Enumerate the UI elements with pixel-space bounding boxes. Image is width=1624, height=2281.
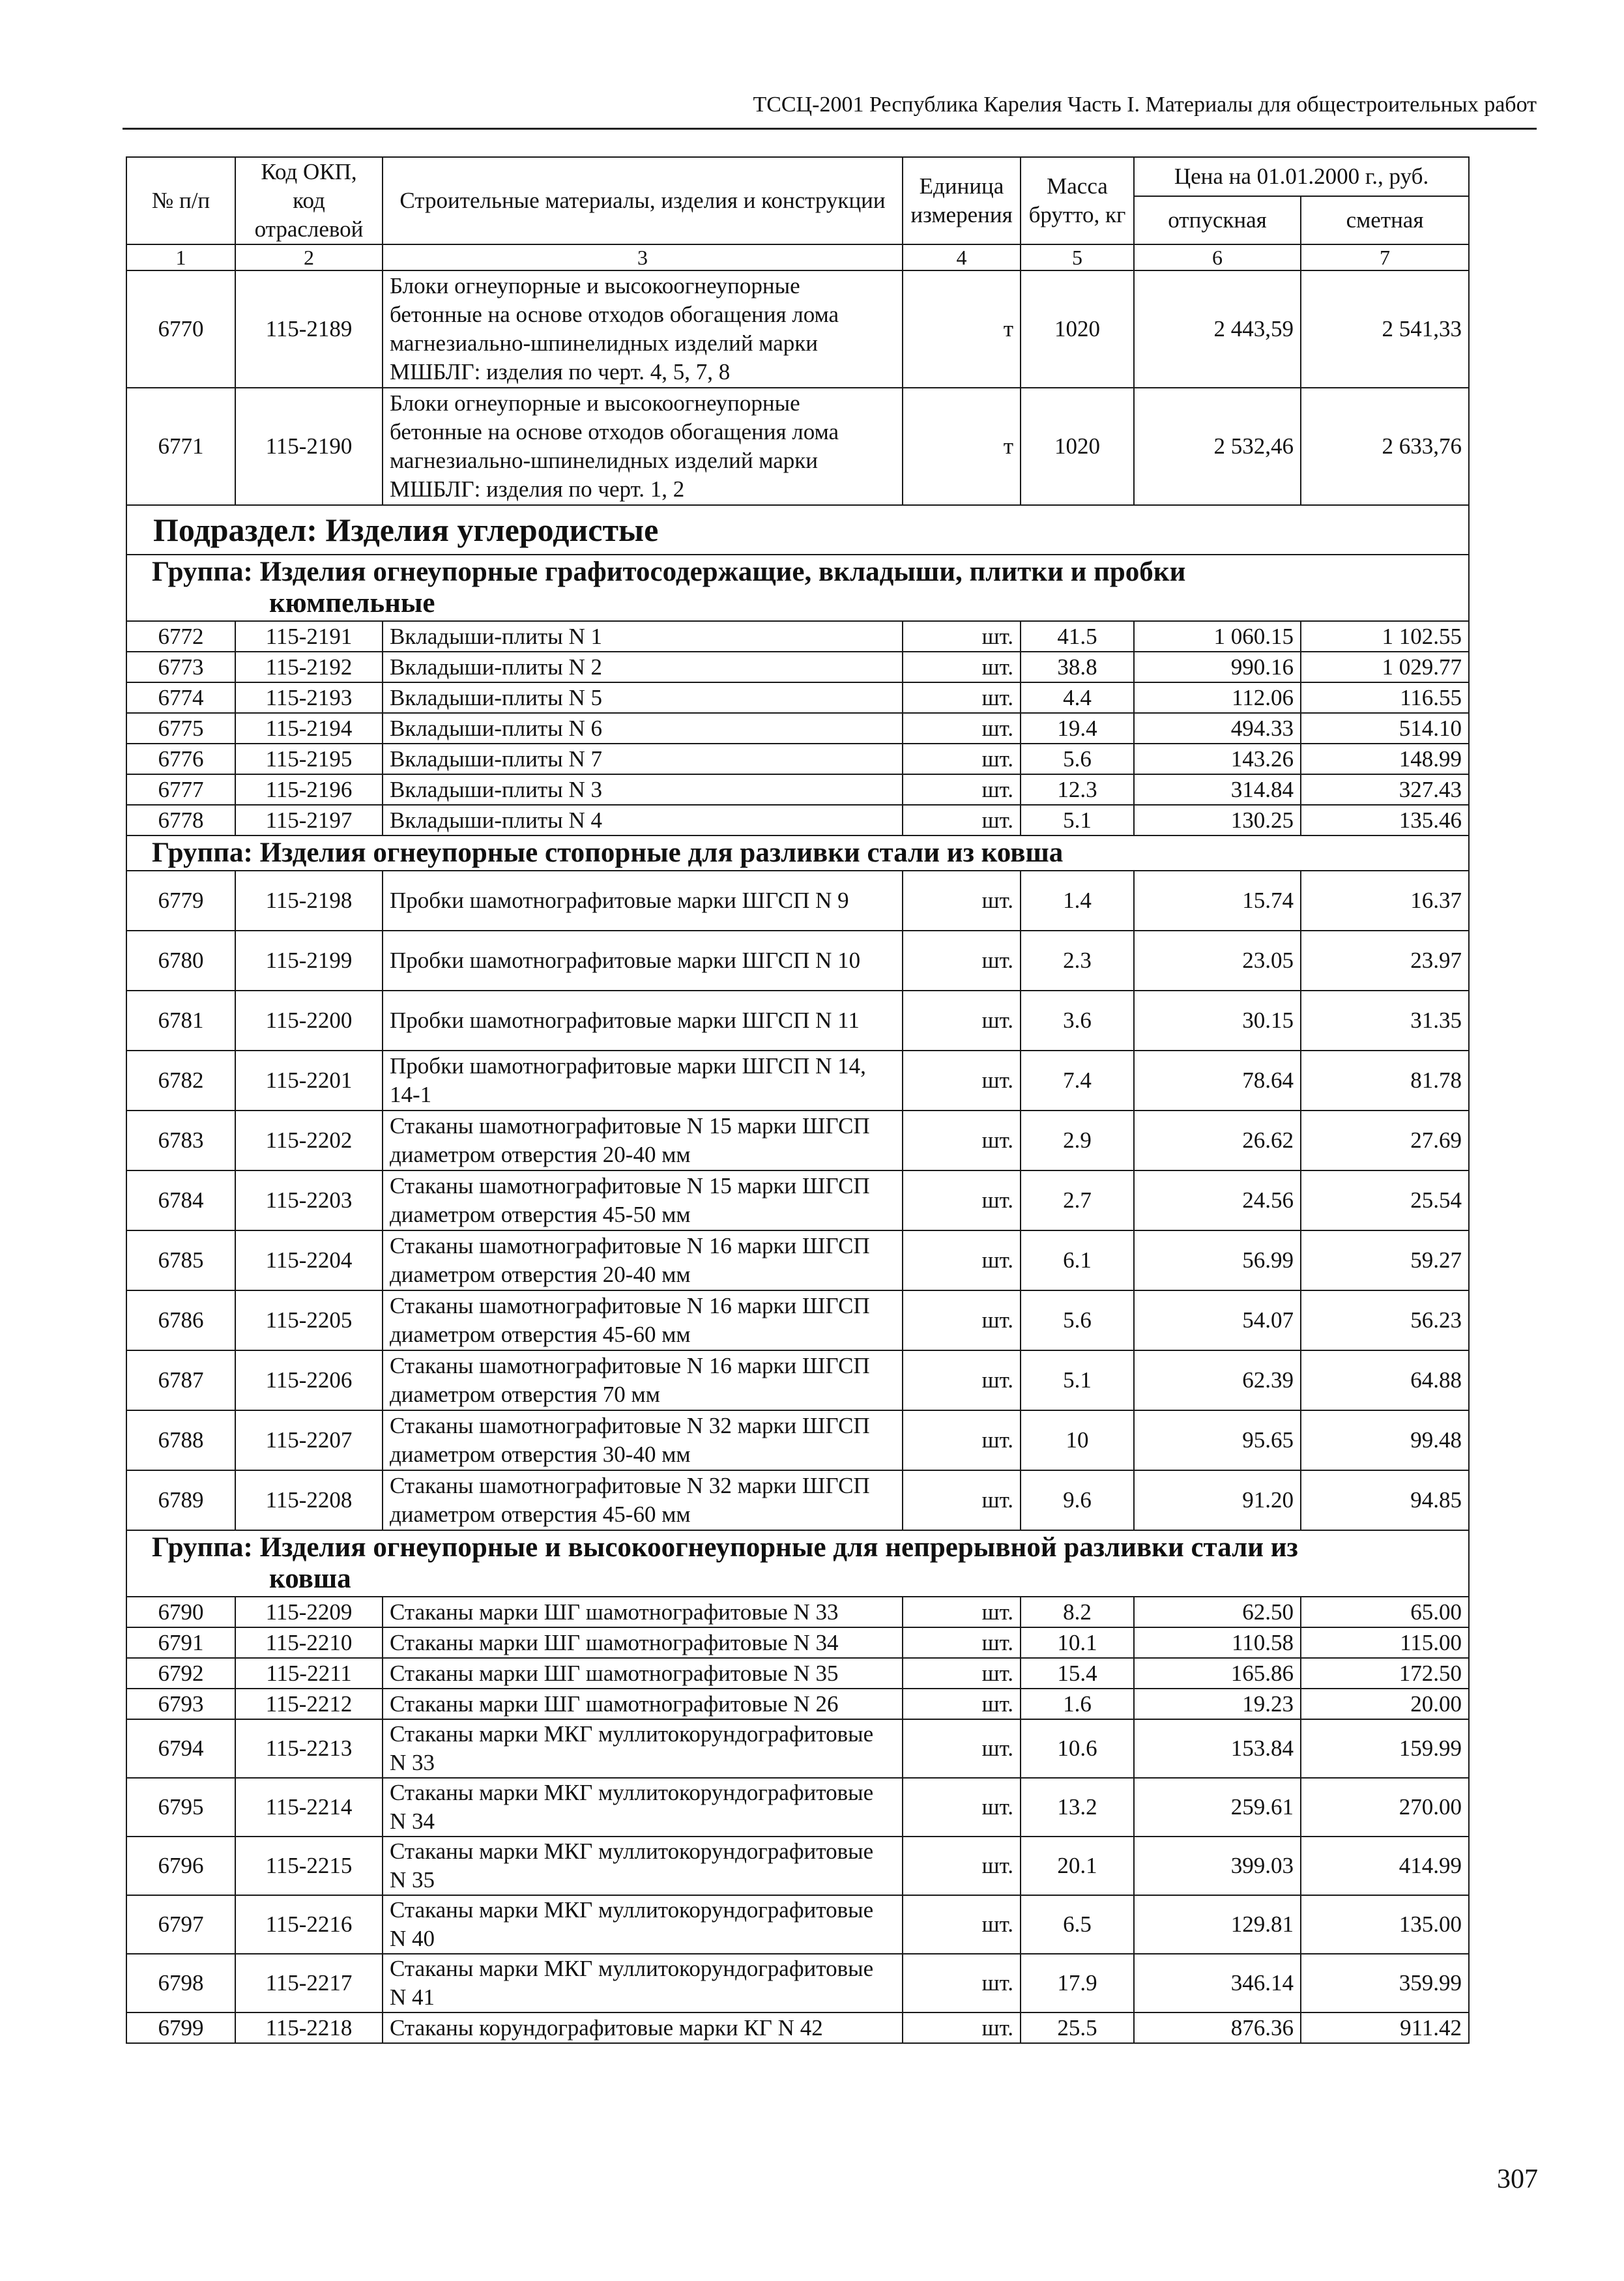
cell-mass: 17.9 — [1021, 1954, 1134, 2012]
cell-price-release: 26.62 — [1134, 1111, 1301, 1170]
cell-num: 6771 — [126, 388, 235, 505]
table-row — [126, 270, 1469, 388]
cell-unit: шт. — [903, 1170, 1021, 1230]
table-row — [126, 1597, 1469, 1627]
subsection-block — [126, 505, 1469, 621]
table-row — [126, 713, 1469, 744]
cell-mass: 5.1 — [1021, 1350, 1134, 1410]
cell-price-estimate: 148.99 — [1301, 744, 1469, 774]
table-row — [126, 1837, 1469, 1895]
cell-code: 115-2198 — [235, 871, 383, 931]
cell-mass: 19.4 — [1021, 713, 1134, 744]
cell-code: 115-2197 — [235, 805, 383, 835]
cell-code: 115-2206 — [235, 1350, 383, 1410]
cell-code: 115-2212 — [235, 1689, 383, 1719]
cell-price-estimate: 20.00 — [1301, 1689, 1469, 1719]
rows-group-3-single — [126, 1597, 1469, 1719]
cell-code: 115-2215 — [235, 1837, 383, 1895]
cell-price-release: 165.86 — [1134, 1658, 1301, 1689]
cell-price-release: 95.65 — [1134, 1410, 1301, 1470]
cell-name: Стаканы марки МКГ муллитокорундографитовые N 41 — [383, 1954, 903, 2012]
cell-price-release: 62.39 — [1134, 1350, 1301, 1410]
cell-name: Пробки шамотнографитовые марки ШГСП N 14, 14-1 — [383, 1051, 903, 1111]
cell-num: 6787 — [126, 1350, 235, 1410]
cell-name: Пробки шамотнографитовые марки ШГСП N 11 — [383, 991, 903, 1051]
cell-unit: шт. — [903, 1895, 1021, 1954]
col-header-price-group: Цена на 01.01.2000 г., руб. — [1134, 157, 1469, 196]
cell-name: Вкладыши-плиты N 6 — [383, 713, 903, 744]
cell-num: 6783 — [126, 1111, 235, 1170]
col-header-unit: Единица измерения — [903, 157, 1021, 244]
cell-num: 6782 — [126, 1051, 235, 1111]
cell-name: Стаканы шамотнографитовые N 16 марки ШГСП диаметром отверстия 20-40 мм — [383, 1230, 903, 1290]
cell-mass: 5.6 — [1021, 744, 1134, 774]
cell-code: 115-2202 — [235, 1111, 383, 1170]
cell-code: 115-2217 — [235, 1954, 383, 2012]
cell-unit: шт. — [903, 1290, 1021, 1350]
cell-name: Стаканы шамотнографитовые N 15 марки ШГСП диаметром отверстия 20-40 мм — [383, 1111, 903, 1170]
cell-price-estimate: 359.99 — [1301, 1954, 1469, 2012]
cell-price-release: 24.56 — [1134, 1170, 1301, 1230]
cell-mass: 12.3 — [1021, 774, 1134, 805]
table-row — [126, 1111, 1469, 1170]
group-title — [126, 555, 1469, 621]
column-number: 6 — [1134, 244, 1301, 270]
table-row — [126, 388, 1469, 505]
cell-num: 6778 — [126, 805, 235, 835]
cell-code: 115-2189 — [235, 270, 383, 388]
col-header-price-estimate: сметная — [1301, 196, 1469, 244]
cell-unit: шт. — [903, 1051, 1021, 1111]
cell-name: Вкладыши-плиты N 3 — [383, 774, 903, 805]
table-row — [126, 1895, 1469, 1954]
cell-num: 6791 — [126, 1627, 235, 1658]
table-row — [126, 1230, 1469, 1290]
column-number: 4 — [903, 244, 1021, 270]
cell-price-release: 259.61 — [1134, 1778, 1301, 1837]
cell-unit: шт. — [903, 774, 1021, 805]
cell-price-release: 153.84 — [1134, 1719, 1301, 1778]
cell-unit: шт. — [903, 931, 1021, 991]
cell-unit: шт. — [903, 1230, 1021, 1290]
cell-name: Блоки огнеупорные и высокоогнеупорные бетонные на основе отходов обогащения лома магнезиально-шпинелидных изделий марки МШБЛГ: изделия по черт. 4, 5, 7, 8 — [383, 270, 903, 388]
cell-mass: 41.5 — [1021, 621, 1134, 652]
table-row — [126, 621, 1469, 652]
table-row — [126, 682, 1469, 713]
cell-num: 6770 — [126, 270, 235, 388]
column-number: 3 — [383, 244, 903, 270]
col-header-name: Строительные материалы, изделия и конструкции — [383, 157, 903, 244]
cell-mass: 10 — [1021, 1410, 1134, 1470]
cell-num: 6794 — [126, 1719, 235, 1778]
price-table — [126, 156, 1470, 2044]
cell-price-estimate: 159.99 — [1301, 1719, 1469, 1778]
table-row — [126, 871, 1469, 931]
cell-name: Стаканы шамотнографитовые N 16 марки ШГСП диаметром отверстия 45-60 мм — [383, 1290, 903, 1350]
cell-mass: 5.6 — [1021, 1290, 1134, 1350]
table-row — [126, 1470, 1469, 1530]
cell-price-release: 19.23 — [1134, 1689, 1301, 1719]
cell-price-estimate: 16.37 — [1301, 871, 1469, 931]
cell-price-estimate: 270.00 — [1301, 1778, 1469, 1837]
cell-code: 115-2204 — [235, 1230, 383, 1290]
header-rule — [123, 128, 1537, 130]
cell-price-estimate: 514.10 — [1301, 713, 1469, 744]
cell-mass: 3.6 — [1021, 991, 1134, 1051]
cell-price-estimate: 31.35 — [1301, 991, 1469, 1051]
cell-name: Стаканы шамотнографитовые N 32 марки ШГСП диаметром отверстия 30-40 мм — [383, 1410, 903, 1470]
cell-price-estimate: 135.00 — [1301, 1895, 1469, 1954]
column-number-row — [126, 244, 1469, 270]
cell-price-release: 54.07 — [1134, 1290, 1301, 1350]
group-title: Группа: Изделия огнеупорные стопорные для разливки стали из ковша — [126, 835, 1469, 871]
cell-mass: 6.1 — [1021, 1230, 1134, 1290]
cell-name: Стаканы марки ШГ шамотнографитовые N 26 — [383, 1689, 903, 1719]
cell-mass: 1.4 — [1021, 871, 1134, 931]
subsection-title: Подраздел: Изделия углеродистые — [126, 505, 1469, 555]
cell-num: 6798 — [126, 1954, 235, 2012]
group-row — [126, 1530, 1469, 1597]
cell-num: 6792 — [126, 1658, 235, 1689]
cell-price-release: 56.99 — [1134, 1230, 1301, 1290]
cell-price-release: 990.16 — [1134, 652, 1301, 682]
cell-price-release: 876.36 — [1134, 2012, 1301, 2043]
cell-unit: шт. — [903, 1350, 1021, 1410]
group-2-header — [126, 835, 1469, 871]
table-row — [126, 1290, 1469, 1350]
cell-price-estimate: 1 029.77 — [1301, 652, 1469, 682]
group-title — [126, 1530, 1469, 1597]
cell-code: 115-2191 — [235, 621, 383, 652]
cell-num: 6781 — [126, 991, 235, 1051]
cell-price-estimate: 94.85 — [1301, 1470, 1469, 1530]
cell-num: 6793 — [126, 1689, 235, 1719]
cell-code: 115-2190 — [235, 388, 383, 505]
group-title-line: Группа: Изделия огнеупорные графитосодержащие, вкладыши, плитки и пробки — [152, 557, 1186, 587]
table-row — [126, 805, 1469, 835]
cell-num: 6797 — [126, 1895, 235, 1954]
rows-group-1 — [126, 621, 1469, 835]
table-row — [126, 652, 1469, 682]
cell-name: Вкладыши-плиты N 7 — [383, 744, 903, 774]
cell-price-estimate: 56.23 — [1301, 1290, 1469, 1350]
column-number: 2 — [235, 244, 383, 270]
cell-name: Стаканы шамотнографитовые N 15 марки ШГСП диаметром отверстия 45-50 мм — [383, 1170, 903, 1230]
cell-mass: 2.7 — [1021, 1170, 1134, 1230]
cell-unit: шт. — [903, 1627, 1021, 1658]
page-number: 307 — [1497, 2164, 1538, 2194]
table-row — [126, 931, 1469, 991]
cell-code: 115-2209 — [235, 1597, 383, 1627]
cell-price-release: 143.26 — [1134, 744, 1301, 774]
cell-price-release: 399.03 — [1134, 1837, 1301, 1895]
cell-price-estimate: 59.27 — [1301, 1230, 1469, 1290]
cell-mass: 7.4 — [1021, 1051, 1134, 1111]
cell-num: 6777 — [126, 774, 235, 805]
cell-name: Блоки огнеупорные и высокоогнеупорные бетонные на основе отходов обогащения лома магнезиально-шпинелидных изделий марки МШБЛГ: изделия по черт. 1, 2 — [383, 388, 903, 505]
cell-name: Пробки шамотнографитовые марки ШГСП N 10 — [383, 931, 903, 991]
cell-price-release: 110.58 — [1134, 1627, 1301, 1658]
cell-num: 6786 — [126, 1290, 235, 1350]
cell-num: 6788 — [126, 1410, 235, 1470]
cell-code: 115-2214 — [235, 1778, 383, 1837]
table-row — [126, 1689, 1469, 1719]
cell-mass: 20.1 — [1021, 1837, 1134, 1895]
cell-mass: 2.9 — [1021, 1111, 1134, 1170]
cell-name: Пробки шамотнографитовые марки ШГСП N 9 — [383, 871, 903, 931]
cell-price-estimate: 2 633,76 — [1301, 388, 1469, 505]
group-row — [126, 555, 1469, 621]
cell-code: 115-2196 — [235, 774, 383, 805]
cell-code: 115-2199 — [235, 931, 383, 991]
cell-price-estimate: 116.55 — [1301, 682, 1469, 713]
table-row — [126, 1410, 1469, 1470]
table-row — [126, 1627, 1469, 1658]
table-row — [126, 1051, 1469, 1111]
table-row — [126, 1778, 1469, 1837]
cell-price-release: 62.50 — [1134, 1597, 1301, 1627]
cell-num: 6774 — [126, 682, 235, 713]
cell-unit: шт. — [903, 2012, 1021, 2043]
subsection-row — [126, 505, 1469, 555]
cell-price-release: 2 443,59 — [1134, 270, 1301, 388]
cell-num: 6779 — [126, 871, 235, 931]
cell-unit: шт. — [903, 1658, 1021, 1689]
cell-num: 6772 — [126, 621, 235, 652]
cell-unit: шт. — [903, 871, 1021, 931]
cell-unit: шт. — [903, 682, 1021, 713]
cell-price-estimate: 65.00 — [1301, 1597, 1469, 1627]
table-row — [126, 2012, 1469, 2043]
cell-price-estimate: 64.88 — [1301, 1350, 1469, 1410]
rows-top — [126, 270, 1469, 505]
cell-unit: шт. — [903, 1689, 1021, 1719]
cell-code: 115-2216 — [235, 1895, 383, 1954]
cell-name: Вкладыши-плиты N 5 — [383, 682, 903, 713]
cell-mass: 6.5 — [1021, 1895, 1134, 1954]
cell-mass: 9.6 — [1021, 1470, 1134, 1530]
cell-price-estimate: 81.78 — [1301, 1051, 1469, 1111]
cell-mass: 10.6 — [1021, 1719, 1134, 1778]
cell-name: Стаканы марки МКГ муллитокорундографитовые N 40 — [383, 1895, 903, 1954]
rows-group-3-double — [126, 1719, 1469, 2012]
cell-mass: 8.2 — [1021, 1597, 1134, 1627]
cell-name: Стаканы марки МКГ муллитокорундографитовые N 35 — [383, 1837, 903, 1895]
cell-unit: шт. — [903, 991, 1021, 1051]
group-title-continuation: кюмпельные — [269, 588, 435, 618]
cell-name: Стаканы шамотнографитовые N 16 марки ШГСП диаметром отверстия 70 мм — [383, 1350, 903, 1410]
cell-price-release: 15.74 — [1134, 871, 1301, 931]
cell-unit: шт. — [903, 652, 1021, 682]
cell-mass: 10.1 — [1021, 1627, 1134, 1658]
cell-price-estimate: 327.43 — [1301, 774, 1469, 805]
cell-name: Стаканы марки ШГ шамотнографитовые N 35 — [383, 1658, 903, 1689]
cell-num: 6775 — [126, 713, 235, 744]
cell-name: Вкладыши-плиты N 2 — [383, 652, 903, 682]
cell-price-estimate: 2 541,33 — [1301, 270, 1469, 388]
cell-num: 6773 — [126, 652, 235, 682]
group-row — [126, 835, 1469, 871]
group-title-line: Группа: Изделия огнеупорные и высокоогнеупорные для непрерывной разливки стали из — [152, 1532, 1298, 1563]
cell-price-release: 346.14 — [1134, 1954, 1301, 2012]
group-3-header — [126, 1530, 1469, 1597]
cell-unit: шт. — [903, 1837, 1021, 1895]
rows-group-3-last — [126, 2012, 1469, 2043]
cell-mass: 1.6 — [1021, 1689, 1134, 1719]
table-row — [126, 1658, 1469, 1689]
cell-price-estimate: 23.97 — [1301, 931, 1469, 991]
table-row — [126, 744, 1469, 774]
col-header-price-release: отпускная — [1134, 196, 1301, 244]
cell-unit: шт. — [903, 805, 1021, 835]
col-header-num: № п/п — [126, 157, 235, 244]
cell-mass: 13.2 — [1021, 1778, 1134, 1837]
cell-mass: 38.8 — [1021, 652, 1134, 682]
column-number: 7 — [1301, 244, 1469, 270]
cell-unit: шт. — [903, 1410, 1021, 1470]
cell-price-release: 30.15 — [1134, 991, 1301, 1051]
cell-price-release: 314.84 — [1134, 774, 1301, 805]
cell-unit: шт. — [903, 1470, 1021, 1530]
rows-group-2 — [126, 871, 1469, 1530]
cell-num: 6795 — [126, 1778, 235, 1837]
cell-unit: шт. — [903, 1778, 1021, 1837]
col-header-code: Код ОКП, код отраслевой — [235, 157, 383, 244]
cell-num: 6776 — [126, 744, 235, 774]
column-number: 5 — [1021, 244, 1134, 270]
cell-unit: шт. — [903, 1954, 1021, 2012]
table-row — [126, 1170, 1469, 1230]
cell-name: Стаканы марки МКГ муллитокорундографитовые N 34 — [383, 1778, 903, 1837]
table-row — [126, 774, 1469, 805]
cell-num: 6789 — [126, 1470, 235, 1530]
cell-code: 115-2203 — [235, 1170, 383, 1230]
cell-code: 115-2193 — [235, 682, 383, 713]
cell-code: 115-2200 — [235, 991, 383, 1051]
cell-price-estimate: 135.46 — [1301, 805, 1469, 835]
cell-name: Стаканы марки ШГ шамотнографитовые N 33 — [383, 1597, 903, 1627]
cell-mass: 4.4 — [1021, 682, 1134, 713]
col-header-mass: Масса брутто, кг — [1021, 157, 1134, 244]
cell-price-release: 129.81 — [1134, 1895, 1301, 1954]
cell-price-estimate: 414.99 — [1301, 1837, 1469, 1895]
cell-name: Вкладыши-плиты N 4 — [383, 805, 903, 835]
cell-name: Стаканы марки МКГ муллитокорундографитовые N 33 — [383, 1719, 903, 1778]
cell-price-release: 78.64 — [1134, 1051, 1301, 1111]
cell-price-release: 23.05 — [1134, 931, 1301, 991]
cell-code: 115-2207 — [235, 1410, 383, 1470]
cell-code: 115-2210 — [235, 1627, 383, 1658]
cell-unit: шт. — [903, 744, 1021, 774]
cell-unit: шт. — [903, 1719, 1021, 1778]
cell-mass: 1020 — [1021, 270, 1134, 388]
cell-num: 6790 — [126, 1597, 235, 1627]
cell-unit: шт. — [903, 713, 1021, 744]
cell-mass: 2.3 — [1021, 931, 1134, 991]
cell-num: 6785 — [126, 1230, 235, 1290]
cell-mass: 15.4 — [1021, 1658, 1134, 1689]
cell-price-estimate: 911.42 — [1301, 2012, 1469, 2043]
cell-name: Стаканы корундографитовые марки КГ N 42 — [383, 2012, 903, 2043]
cell-name: Вкладыши-плиты N 1 — [383, 621, 903, 652]
table-row — [126, 991, 1469, 1051]
cell-code: 115-2201 — [235, 1051, 383, 1111]
cell-price-release: 112.06 — [1134, 682, 1301, 713]
cell-mass: 1020 — [1021, 388, 1134, 505]
table-row — [126, 1954, 1469, 2012]
cell-num: 6796 — [126, 1837, 235, 1895]
header-row-1 — [126, 157, 1469, 196]
cell-num: 6799 — [126, 2012, 235, 2043]
cell-unit: шт. — [903, 1111, 1021, 1170]
cell-price-release: 494.33 — [1134, 713, 1301, 744]
cell-price-release: 1 060.15 — [1134, 621, 1301, 652]
cell-name: Стаканы шамотнографитовые N 32 марки ШГСП диаметром отверстия 45-60 мм — [383, 1470, 903, 1530]
cell-code: 115-2213 — [235, 1719, 383, 1778]
cell-mass: 25.5 — [1021, 2012, 1134, 2043]
table-row — [126, 1719, 1469, 1778]
cell-code: 115-2194 — [235, 713, 383, 744]
cell-mass: 5.1 — [1021, 805, 1134, 835]
cell-price-release: 91.20 — [1134, 1470, 1301, 1530]
cell-code: 115-2218 — [235, 2012, 383, 2043]
cell-code: 115-2195 — [235, 744, 383, 774]
column-number: 1 — [126, 244, 235, 270]
cell-price-estimate: 27.69 — [1301, 1111, 1469, 1170]
cell-price-release: 2 532,46 — [1134, 388, 1301, 505]
table-row — [126, 1350, 1469, 1410]
cell-unit: шт. — [903, 1597, 1021, 1627]
cell-name: Стаканы марки ШГ шамотнографитовые N 34 — [383, 1627, 903, 1658]
cell-code: 115-2211 — [235, 1658, 383, 1689]
cell-code: 115-2208 — [235, 1470, 383, 1530]
cell-price-estimate: 115.00 — [1301, 1627, 1469, 1658]
cell-price-estimate: 172.50 — [1301, 1658, 1469, 1689]
cell-price-estimate: 1 102.55 — [1301, 621, 1469, 652]
cell-price-release: 130.25 — [1134, 805, 1301, 835]
running-header: ТССЦ-2001 Республика Карелия Часть I. Материалы для общестроительных работ — [753, 93, 1537, 117]
cell-price-estimate: 25.54 — [1301, 1170, 1469, 1230]
cell-unit: шт. — [903, 621, 1021, 652]
cell-code: 115-2205 — [235, 1290, 383, 1350]
cell-unit: т — [903, 388, 1021, 505]
cell-num: 6784 — [126, 1170, 235, 1230]
group-title-continuation: ковша — [269, 1563, 351, 1594]
cell-unit: т — [903, 270, 1021, 388]
cell-num: 6780 — [126, 931, 235, 991]
cell-price-estimate: 99.48 — [1301, 1410, 1469, 1470]
cell-code: 115-2192 — [235, 652, 383, 682]
